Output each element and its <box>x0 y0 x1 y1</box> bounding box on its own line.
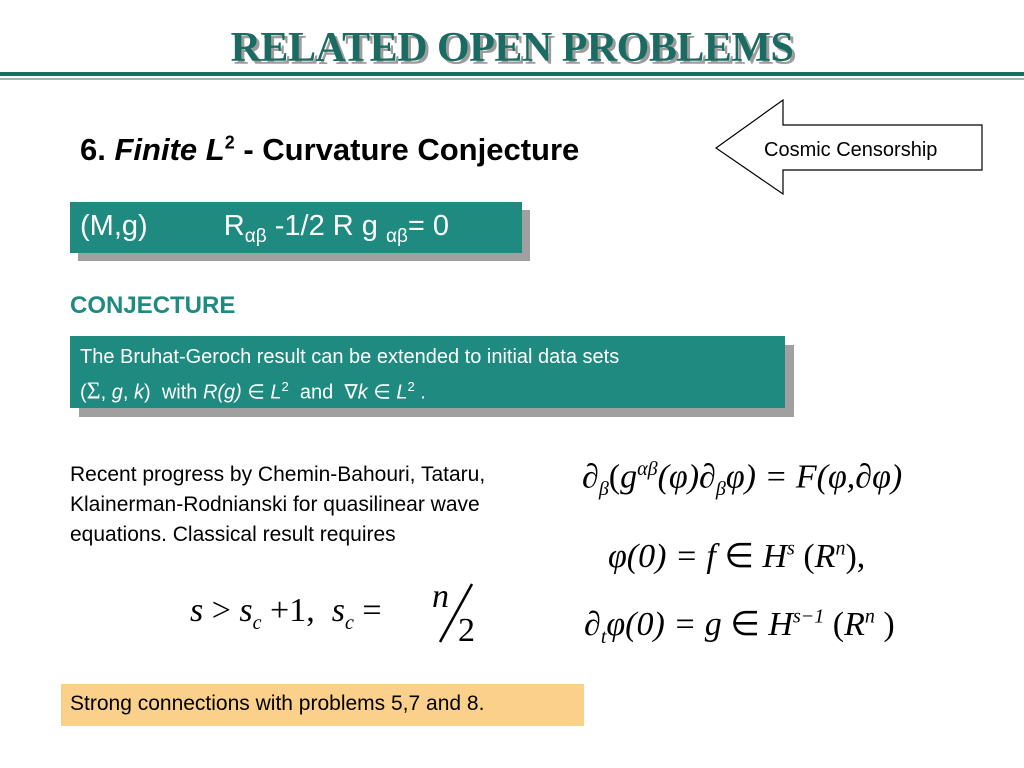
R-var: R <box>814 538 836 575</box>
mg-label: (M,g) <box>80 210 148 242</box>
F-var: F <box>795 458 817 496</box>
partial-symbol: ∂ <box>584 606 601 643</box>
paren: ( <box>608 458 621 496</box>
R-var: R <box>844 606 865 643</box>
period: . <box>420 381 426 404</box>
g-var: g <box>111 381 123 404</box>
cosmic-censorship-label: Cosmic Censorship <box>764 139 938 161</box>
slide-title: RELATED OPEN PROBLEMS <box>230 25 794 71</box>
gt-symbol: > <box>211 592 231 629</box>
alpha-beta-index: αβ <box>637 458 658 480</box>
beta-index: β <box>715 478 726 501</box>
ricci-index: αβ <box>244 225 267 247</box>
title-rule <box>0 72 1024 76</box>
phi-zero: φ(0) = <box>606 606 705 643</box>
sc-sub: c <box>252 611 262 634</box>
n-exp: n <box>835 537 846 560</box>
and-text: and <box>299 381 334 404</box>
equation-middle: -1/2 R g <box>274 210 378 242</box>
metric-index: αβ <box>385 225 408 247</box>
initial-data-dt-phi <box>584 604 895 649</box>
n-var: n <box>432 578 449 615</box>
equals-symbol: = <box>362 592 382 629</box>
two-digit: 2 <box>458 612 475 649</box>
sc-var: s <box>331 592 345 629</box>
ricci-r: R <box>223 210 245 242</box>
k-var: k <box>134 381 145 404</box>
problem-number: 6. <box>80 132 106 167</box>
element-of-symbol: ∈ <box>373 381 391 404</box>
l-space-exp: 2 <box>281 379 289 394</box>
title-rule-secondary <box>0 78 1024 80</box>
l-space: L <box>270 381 282 404</box>
wave-equation <box>582 458 902 501</box>
phi-term: (φ)∂ <box>657 458 716 496</box>
initial-data-phi <box>608 536 865 576</box>
l-space-exp: 2 <box>407 379 415 394</box>
beta-index: β <box>598 478 609 501</box>
nabla-symbol: ∇ <box>344 381 358 404</box>
element-of-symbol: ∈ <box>247 381 265 404</box>
H-space: H <box>768 606 793 643</box>
equation-rhs: = 0 <box>407 210 450 242</box>
g-var: g <box>704 606 722 643</box>
heading-l-sup: 2 <box>224 132 235 153</box>
plus-one: +1, <box>270 592 315 629</box>
element-of-symbol: ∈ <box>715 538 763 575</box>
n-exp: n <box>864 605 875 628</box>
connections-note: Strong connections with problems 5,7 and 8. <box>61 684 584 726</box>
sigma-symbol: Σ <box>86 378 101 405</box>
l-space: L <box>396 381 408 404</box>
f-var: f <box>706 538 716 575</box>
paren-close: ) <box>144 381 151 404</box>
heading-l: L <box>205 132 225 167</box>
regularity-condition <box>190 592 382 635</box>
F-args: (φ,∂φ) <box>816 458 903 496</box>
rg-term: R(g) <box>202 381 242 404</box>
paren: ), <box>845 538 866 575</box>
paren: ) <box>874 606 895 643</box>
partial-symbol: ∂ <box>582 458 599 496</box>
heading-finite: Finite <box>114 132 198 167</box>
conjecture-box <box>70 336 785 408</box>
sc-var: s <box>239 592 253 629</box>
conjecture-line2 <box>80 372 785 408</box>
problem-heading <box>80 132 579 168</box>
s-minus-one-exp: s−1 <box>792 605 825 628</box>
paren: ( <box>794 538 815 575</box>
t-index: t <box>600 625 607 648</box>
k-var: k <box>357 381 368 404</box>
conjecture-label: CONJECTURE <box>70 292 236 319</box>
heading-rest: - Curvature Conjecture <box>243 132 580 167</box>
g-var: g <box>620 458 638 496</box>
s-exp: s <box>787 537 795 560</box>
paren: ( <box>824 606 845 643</box>
element-of-symbol: ∈ <box>721 606 769 643</box>
field-equation-box <box>70 202 522 253</box>
conjecture-line1: The Bruhat-Geroch result can be extended to initial data sets <box>80 346 620 368</box>
sc-sub: c <box>344 611 354 634</box>
H-space: H <box>762 538 788 575</box>
comma: , <box>100 381 112 404</box>
fraction-denominator <box>458 612 475 650</box>
phi-zero: φ(0) = <box>608 538 707 575</box>
s-var: s <box>190 592 204 629</box>
recent-progress-text: Recent progress by Chemin-Bahouri, Tataru, Klainerman-Rodnianski for quasilinear wave equations. Classical result requires <box>70 463 486 546</box>
comma: , <box>122 381 135 404</box>
paren-open: ( <box>80 381 87 404</box>
with-text: with <box>161 381 198 404</box>
phi-term: φ) = <box>725 458 796 496</box>
